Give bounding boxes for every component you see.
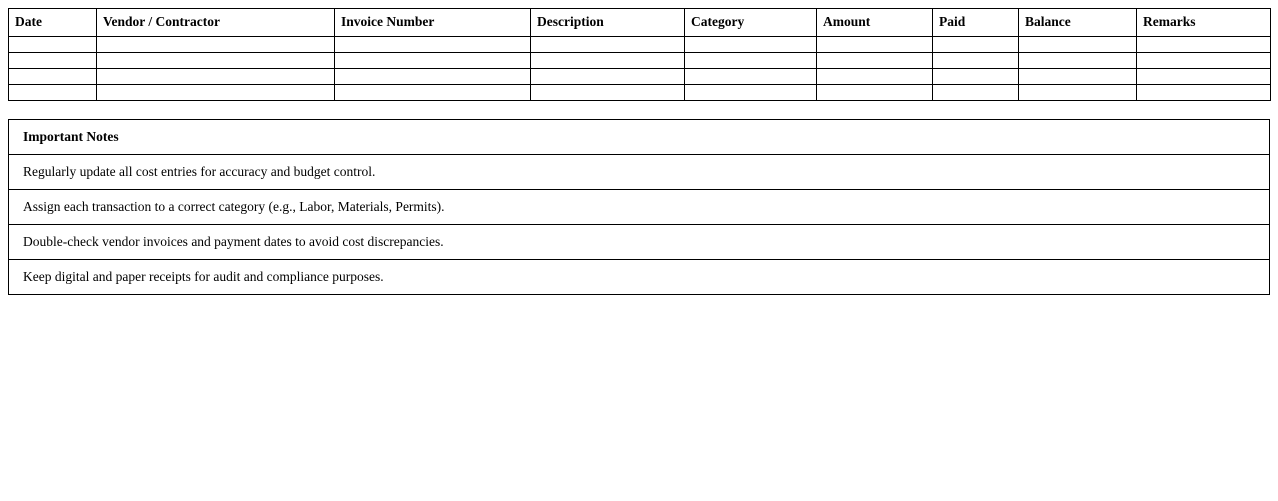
cell-date[interactable] — [9, 37, 97, 53]
cell-paid[interactable] — [933, 69, 1019, 85]
cell-invoice-number[interactable] — [335, 85, 531, 101]
cell-vendor[interactable] — [97, 37, 335, 53]
note-row — [9, 190, 1270, 225]
cell-remarks[interactable] — [1137, 85, 1271, 101]
notes-header-label: Important Notes — [9, 120, 1270, 155]
cell-date[interactable] — [9, 85, 97, 101]
table-row[interactable] — [9, 53, 1271, 69]
cell-category[interactable] — [685, 37, 817, 53]
column-header-remarks: Remarks — [1137, 9, 1271, 37]
cell-description[interactable] — [531, 85, 685, 101]
cell-remarks[interactable] — [1137, 69, 1271, 85]
column-header-balance: Balance — [1019, 9, 1137, 37]
cell-invoice-number[interactable] — [335, 69, 531, 85]
cell-amount[interactable] — [817, 69, 933, 85]
cell-remarks[interactable] — [1137, 53, 1271, 69]
cell-vendor[interactable] — [97, 85, 335, 101]
important-notes-section — [8, 119, 1270, 295]
table-header-row — [9, 9, 1271, 37]
cell-date[interactable] — [9, 53, 97, 69]
cell-invoice-number[interactable] — [335, 37, 531, 53]
note-item: Regularly update all cost entries for accuracy and budget control. — [9, 155, 1270, 190]
cell-amount[interactable] — [817, 37, 933, 53]
note-row — [9, 155, 1270, 190]
cost-log-table — [8, 8, 1271, 101]
cell-amount[interactable] — [817, 85, 933, 101]
cell-description[interactable] — [531, 37, 685, 53]
column-header-description: Description — [531, 9, 685, 37]
note-row — [9, 260, 1270, 295]
cell-description[interactable] — [531, 53, 685, 69]
cell-balance[interactable] — [1019, 53, 1137, 69]
cell-balance[interactable] — [1019, 69, 1137, 85]
cell-balance[interactable] — [1019, 37, 1137, 53]
cell-category[interactable] — [685, 53, 817, 69]
cell-category[interactable] — [685, 69, 817, 85]
cell-amount[interactable] — [817, 53, 933, 69]
cell-remarks[interactable] — [1137, 37, 1271, 53]
important-notes-table — [8, 119, 1270, 295]
note-item: Double-check vendor invoices and payment dates to avoid cost discrepancies. — [9, 225, 1270, 260]
column-header-amount: Amount — [817, 9, 933, 37]
table-row[interactable] — [9, 85, 1271, 101]
table-row[interactable] — [9, 69, 1271, 85]
cell-date[interactable] — [9, 69, 97, 85]
cell-vendor[interactable] — [97, 53, 335, 69]
notes-header-row — [9, 120, 1270, 155]
table-row[interactable] — [9, 37, 1271, 53]
cell-paid[interactable] — [933, 37, 1019, 53]
cell-paid[interactable] — [933, 85, 1019, 101]
cell-invoice-number[interactable] — [335, 53, 531, 69]
column-header-invoice-number: Invoice Number — [335, 9, 531, 37]
cell-paid[interactable] — [933, 53, 1019, 69]
cell-vendor[interactable] — [97, 69, 335, 85]
column-header-date: Date — [9, 9, 97, 37]
column-header-paid: Paid — [933, 9, 1019, 37]
note-item: Keep digital and paper receipts for audit and compliance purposes. — [9, 260, 1270, 295]
cell-description[interactable] — [531, 69, 685, 85]
column-header-category: Category — [685, 9, 817, 37]
column-header-vendor: Vendor / Contractor — [97, 9, 335, 37]
cell-balance[interactable] — [1019, 85, 1137, 101]
note-item: Assign each transaction to a correct category (e.g., Labor, Materials, Permits). — [9, 190, 1270, 225]
cell-category[interactable] — [685, 85, 817, 101]
note-row — [9, 225, 1270, 260]
